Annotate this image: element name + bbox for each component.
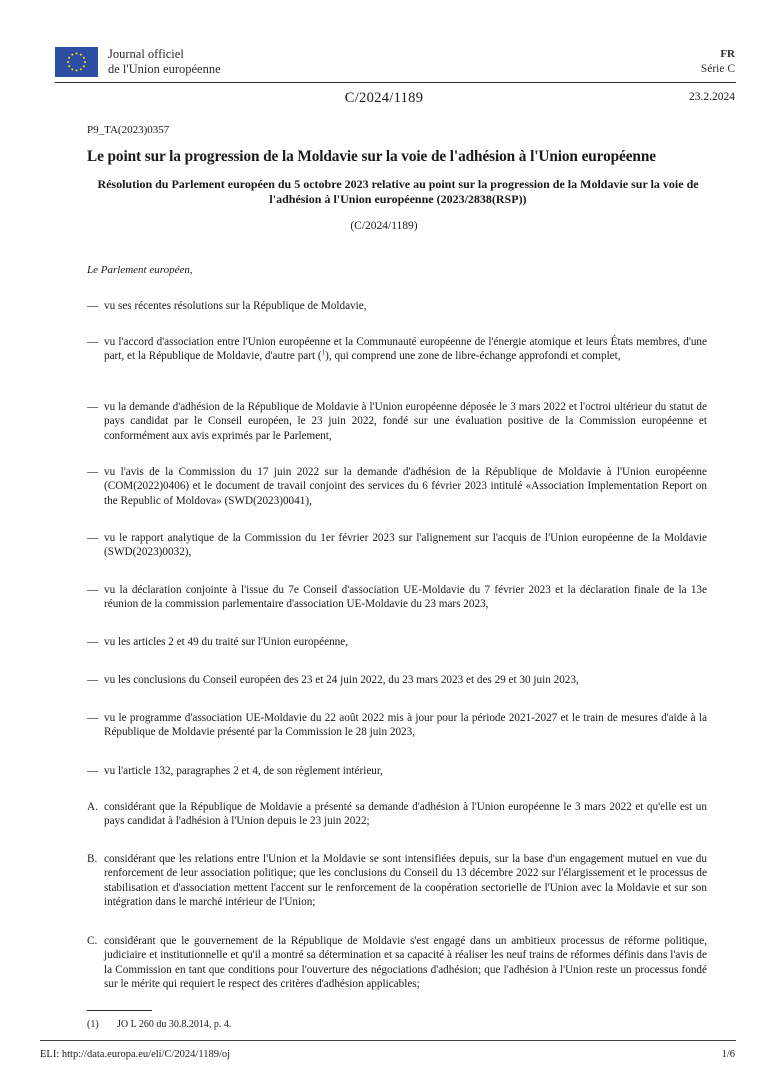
citation-item [87, 400, 707, 443]
citation-marker: — [87, 765, 99, 777]
citation-marker: — [87, 636, 99, 648]
footnote [87, 1019, 232, 1030]
recital-item [87, 934, 707, 991]
citation-text: vu la déclaration conjointe à l'issue du 7e Conseil d'association UE-Moldavie du 7 février 2023 et la déclaration finale de la 13e réunion de la commission parlementaire d'association UE-Moldavie du 23 mars 2023, [104, 584, 707, 611]
eu-stars-icon [55, 47, 98, 77]
header-right [701, 47, 735, 77]
citation-item [87, 711, 707, 740]
document-subtitle: Résolution du Parlement européen du 5 octobre 2023 relative au point sur la progression de la Moldavie sur la voie de l'adhésion à l'Union européenne (2023/2838(RSP)) [97, 177, 699, 206]
citation-text: vu le programme d'association UE-Moldavie du 22 août 2022 mis à jour pour la période 2021-2027 et le train de mesures d'aide à la République de Moldavie présenté par la Commission le 28 juin 2023, [104, 712, 707, 739]
document-number: C/2024/1189 [344, 90, 424, 106]
recital-marker: C. [87, 935, 98, 947]
citation-text: vu les articles 2 et 49 du traité sur l'Union européenne, [104, 636, 349, 648]
footnote-marker: (1) [87, 1019, 99, 1030]
eu-flag-logo [55, 47, 98, 77]
citation-text-part: ), qui comprend une zone de libre-échange approfondi et complet, [325, 350, 621, 363]
recital-text: considérant que la République de Moldavie a présenté sa demande d'adhésion à l'Union européenne le 3 mars 2022 et qu'elle est un pays candidat à l'adhésion à l'Union depuis le 23 juin 2022; [104, 801, 707, 828]
citation-text: vu l'article 132, paragraphes 2 et 4, de son règlement intérieur, [104, 765, 383, 777]
page-number: 1/6 [721, 1049, 735, 1060]
citation-item [87, 635, 707, 649]
publication-date: 23.2.2024 [689, 91, 735, 103]
footer-divider [40, 1040, 736, 1041]
citation-item [87, 465, 707, 508]
recital-marker: B. [87, 853, 98, 865]
citation-marker: — [87, 584, 99, 596]
citation-item [87, 583, 707, 612]
citation-marker: — [87, 712, 99, 724]
document-title: Le point sur la progression de la Moldavie sur la voie de l'adhésion à l'Union européenne [87, 148, 656, 165]
recital-text: considérant que le gouvernement de la République de Moldavie s'est engagé dans un ambitieux processus de réforme politique, judiciaire et institutionnelle et qu'il a montré sa détermination et sa capacité à réaliser les neuf trains de réformes définis dans l'avis de la Commission en tant que conditions pour l'ouverture des négociations d'adhésion; que l'adhésion à l'Union reste un processus fondé sur le mérite qui requiert le respect des critères d'adhésion applicables; [104, 935, 707, 990]
language-code: FR [720, 48, 735, 60]
journal-name [108, 47, 221, 77]
header-divider [55, 82, 736, 83]
recital-item [87, 800, 707, 829]
citation-item [87, 531, 707, 560]
journal-line-1: Journal officiel [108, 47, 184, 61]
citation-item [87, 673, 707, 687]
citation-item [87, 299, 707, 313]
citation-text: vu les conclusions du Conseil européen des 23 et 24 juin 2022, du 23 mars 2023 et des 29 et 30 juin 2023, [104, 674, 579, 686]
citation-text: vu l'avis de la Commission du 17 juin 2022 sur la demande d'adhésion de la République de Moldavie à l'Union européenne (COM(2022)0406) et le document de travail conjoint des services du 6 février 2023 intitulé «Association Implementation Report on the Republic of Moldova» (SWD(2023)0041), [104, 466, 707, 507]
citation-text: vu ses récentes résolutions sur la République de Moldavie, [104, 300, 367, 312]
footnote-divider [87, 1010, 152, 1011]
footnote-reference[interactable]: 1 [321, 348, 326, 357]
intro-line: Le Parlement européen, [87, 264, 193, 276]
citation-text: vu la demande d'adhésion de la République de Moldavie à l'Union européenne déposée le 3 mars 2022 et l'octroi ultérieur du statut de pays candidat par le Conseil européen, le 23 juin 2022, fondé sur une évaluation positive de la Commission européenne et conformément aux avis exprimés par le Parlement, [104, 401, 707, 442]
series-label: Série C [700, 63, 735, 75]
citation-marker: — [87, 336, 99, 348]
document-reference: P9_TA(2023)0357 [87, 124, 170, 136]
citation-item [87, 764, 707, 778]
celex-number: (C/2024/1189) [350, 220, 418, 232]
recital-marker: A. [87, 801, 98, 813]
citation-marker: — [87, 674, 99, 686]
citation-marker: — [87, 300, 99, 312]
recital-item [87, 852, 707, 909]
citation-marker: — [87, 466, 99, 478]
citation-marker: — [87, 532, 99, 544]
citation-text: vu le rapport analytique de la Commission du 1er février 2023 sur l'alignement sur l'acquis de l'Union européenne de la Moldavie (SWD(2023)0032), [104, 532, 707, 559]
citation-marker: — [87, 401, 99, 413]
eli-link[interactable]: ELI: http://data.europa.eu/eli/C/2024/1189/oj [40, 1049, 231, 1060]
citation-text [104, 335, 707, 364]
journal-line-2: de l'Union européenne [108, 62, 221, 76]
citation-text-part: vu l'accord d'association entre l'Union européenne et la Communauté européenne de l'énergie atomique et leurs États membres, d'une part, et la République de Moldavie, d'autre part ( [104, 336, 707, 363]
citation-item [87, 335, 707, 364]
footnote-text: JO L 260 du 30.8.2014, p. 4. [117, 1019, 232, 1030]
recital-text: considérant que les relations entre l'Union et la Moldavie se sont intensifiées depuis, sur la base d'un engagement mutuel en vue du renforcement de leur association politique; que les conclusions du Conseil du 13 décembre 2022 sur l'élargissement et le processus de stabilisation et d'association mettent l'accent sur le renforcement de la coopération sectorielle de l'Union avec la Moldavie et sur son intégration dans le marché intérieur de l'Union; [104, 853, 707, 908]
